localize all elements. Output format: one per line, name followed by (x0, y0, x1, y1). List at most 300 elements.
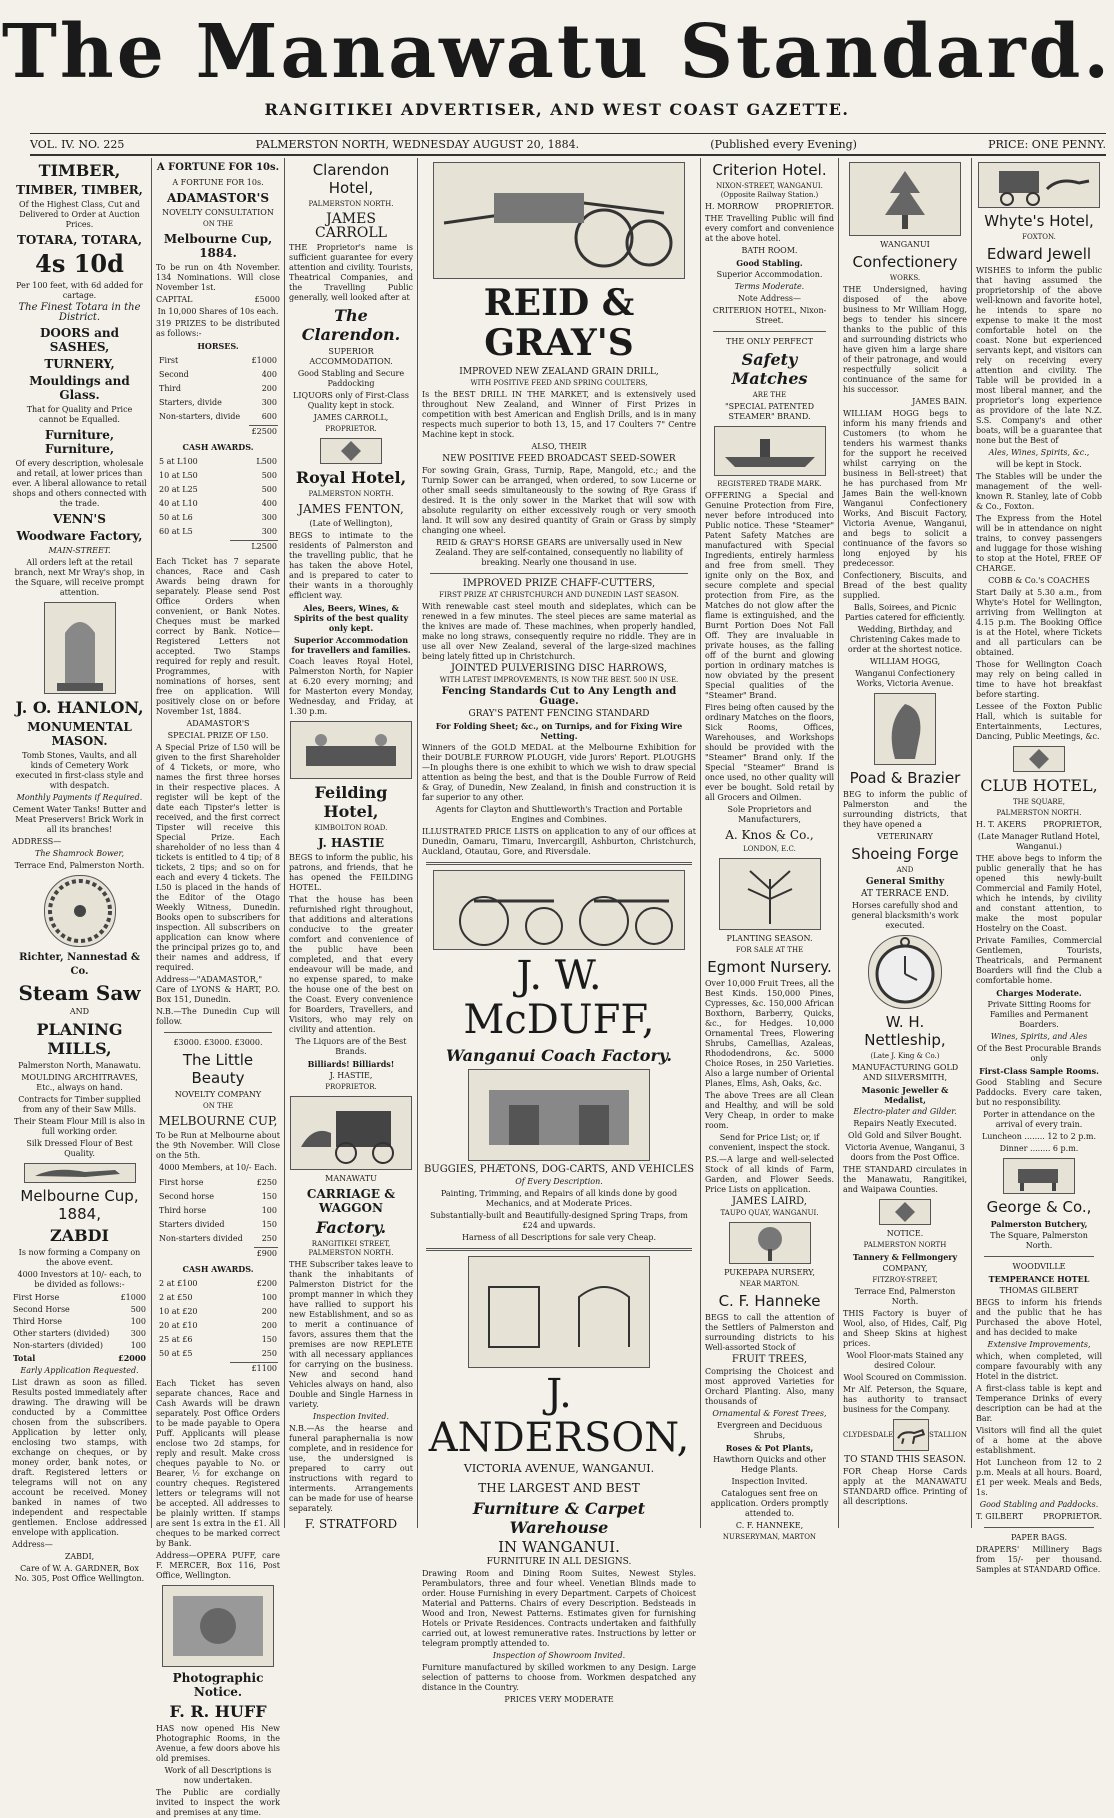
column-4 (417, 158, 700, 1704)
akers-late: (Late Manager Rutland Hotel, Wanganui.) (977, 832, 1101, 851)
cash-table (156, 454, 280, 555)
the-clarendon: The Clarendon. (301, 306, 401, 344)
charges-moderate: Charges Moderate. (996, 988, 1082, 998)
novelty-consultation: NOVELTY CONSULTATION (162, 208, 274, 217)
advertisement-columns (0, 158, 1114, 1817)
extensive-improvements: Extensive Improvements, (987, 1340, 1091, 1349)
little-beauty-cash-heading: CASH AWARDS. (182, 1264, 254, 1274)
zabdi-body: List drawn as soon as filled. Results posted immediately after drawing. The drawing will be conducted by a Committee chosen from the subscribers. Application by letter only, enclosing two stamps, with exchange on cheques, or by money order, bank notes, or draft. Registered letters or telegrams will not on any account be received. Money banked in names of two independent and respectable gentlemen. Enclose addressed envelope with application. (12, 1378, 147, 1537)
clarendon-stabling: Good Stabling and Secure Paddocking (297, 369, 405, 388)
and-label-2: AND (896, 866, 914, 874)
clarendon-heading: Clarendon Hotel, (312, 161, 390, 197)
gold-medal: Winners of the GOLD MEDAL at the Melbourne Exhibition for their DOUBLE FURROW PLOUGH, vide Jurors' Report. PLOUGHS—In ploughs there is one exhibit to which we wish to draw special attention as being the best, and that is the Double Furrow of Reid & Gray, of Dunedin, New Zealand, in finish and construction it is far superior to any other. (422, 743, 696, 802)
fenton-heading: JAMES FENTON, (298, 502, 404, 516)
early-application: Early Application Requested. (20, 1366, 139, 1375)
price-lists: ILLUSTRATED PRICE LISTS on application to any of our offices at Dunedin, Oamaru, Timaru, Invercargill, Ashburton, Christchurch, Auckland, Otautau, Gore, and Riversdale. (422, 827, 696, 856)
column-7 (971, 158, 1106, 1574)
temperance-hotel: TEMPERANCE HOTEL (988, 1274, 1090, 1284)
cobb-body: Start Daily at 5.30 a.m., from Whyte's Hotel for Wellington, arriving from Wellington at 4.15 p.m. The Booking Office is at the Hotel, where Tickets and all particulars can be obtained. (976, 588, 1102, 657)
and-label: AND (69, 1007, 90, 1016)
steam-flour-mill: Their Steam Flour Mill is also in full working order. (13, 1117, 146, 1136)
table-row: First horse £250 (159, 1178, 277, 1187)
totara-price: 4s 10d (35, 249, 124, 278)
peterson-authority: Mr Alf. Peterson, the Square, has authority to transact business for the Company. (843, 1385, 967, 1414)
horses-shod: Horses carefully shod and general blacksmith's work executed. (851, 901, 959, 930)
note-address: Note Address— (737, 294, 802, 303)
clarendon-body: THE Proprietor's name is sufficient guarantee for every attention and civility. Tourists, Theatrical Companies, and the Travelling Public generally, well looked after at (289, 243, 413, 302)
quiet-home: Visitors will find all the quiet of a home at the above establishment. (976, 1426, 1102, 1455)
melbourne-cup-heading: Melbourne Cup, 1884, (20, 1187, 139, 1223)
royal-location: PALMERSTON NORTH. (308, 490, 394, 498)
also-their: ALSO, THEIR (531, 442, 587, 451)
feilding-heading: Feilding Hotel, (314, 783, 388, 821)
george-location: The Square, Palmerston North. (990, 1231, 1088, 1250)
taupo-quay: TAUPO QUAY, WANGANUI. (720, 1209, 819, 1217)
club-location: PALMERSTON NORTH. (996, 809, 1082, 817)
horses-table (156, 353, 280, 440)
express: The Express from the Hotel will be in attendance on night trains, to convey passengers and luggage for those wishing to stop at the Hotel, FREE OF CHARGE. (976, 514, 1102, 573)
column-2 (151, 158, 284, 1817)
ornamental-trees: Ornamental & Forest Trees, (712, 1409, 827, 1418)
hogg-body-2: Confectionery, Biscuits, and Bread of the best quality supplied. (843, 571, 967, 600)
table-row: 25 at £6 150 (159, 1335, 277, 1344)
hastie-body: BEGS to inform the public, his patrons, and friends, that he has opened the FEILDING HOTEL. (289, 853, 413, 892)
bath-room: BATH ROOM. (741, 246, 798, 255)
table-row: 20 at £10 200 (159, 1321, 277, 1330)
palmerston-butchery: Palmerston Butchery, (990, 1219, 1088, 1229)
wedding-cakes: Wedding, Birthday, and Christening Cakes made to order at the shortest notice. (847, 625, 963, 654)
huff-public: The Public are cordially invited to inspect the work and premises at any time. (156, 1788, 280, 1817)
patent-fencing: GRAY'S PATENT FENCING STANDARD (468, 709, 650, 719)
little-beauty-cash-table (156, 1276, 280, 1377)
hastie-body-2: That the house has been refurnished right throughout, that additions and alterations conducive to the greater comfort and convenience of the public have been completed, and that every endeavour will be made, and no expense spared, to make the house one of the best on the Coast. Every convenience for Boarders, Travellers, and Visitors, who may rely on civility and attention. (289, 895, 413, 1034)
planing-mills: PLANING MILLS, (36, 1020, 123, 1058)
table-row: 20 at L25 500 (159, 485, 277, 494)
drapers-bags: DRAPERS' Millinery Bags from 15/- per thousand. Samples at STANDARD Office. (976, 1545, 1102, 1574)
hot-luncheon: Hot Luncheon from 12 to 2 p.m. Meals at all hours. Board, £1 per week. Meals and Beds, 1s. (976, 1458, 1102, 1497)
cobb-coaches: COBB & Co.'s COACHES (988, 576, 1090, 585)
mcduff-heading: J. W. McDUFF, (463, 953, 655, 1043)
private-families: Private Families, Commercial Gentlemen, Tourists, Theatricals, and Permanent Boarders will find the Club a comfortable home. (976, 936, 1102, 985)
finest-totara: The Finest Totara in the District. (18, 302, 141, 323)
balls-soirees: Balls, Soirees, and Picnic Parties catered for efficiently. (844, 603, 965, 622)
porter: Porter in attendance on the arrival of every train. (983, 1110, 1095, 1129)
tannery-heading: Tannery & Fellmongery (852, 1252, 958, 1262)
morrow-row: H. MORROW PROPRIETOR. (705, 202, 834, 211)
table-row: £1100 (158, 1362, 278, 1375)
billiards-illustration (290, 721, 412, 779)
reid-gray-heading: REID & GRAY'S (483, 282, 635, 364)
clarendon-liquors: LIQUORS only of First-Class Quality kept in stock. (293, 391, 409, 410)
spring-traps: Substantially-built and Beautifully-designed Spring Traps, from £24 and upwards. (430, 1211, 688, 1230)
tannery-body: THIS Factory is buyer of Wool, also, of Hides, Calf, Pig and Sheep Skins at highest prices. (843, 1309, 967, 1348)
table-row: £900 (158, 1247, 278, 1260)
confectionery-heading: Confectionery (852, 253, 958, 271)
club-hotel-heading: CLUB HOTEL, (980, 776, 1098, 795)
silk-flour: Silk Dressed Flour of Best Quality. (26, 1139, 133, 1158)
hanlon-heading: J. O. HANLON, (15, 698, 144, 717)
tannery-terrace-end: Terrace End, Palmerston North. (854, 1287, 956, 1306)
ales-wines: Ales, Wines, Spirits, &c., (988, 448, 1090, 457)
furniture-heading: Furniture, Furniture, (44, 428, 115, 456)
hanneke-signature: C. F. HANNEKE, (735, 1521, 804, 1530)
table-row: Starters, divide 300 (159, 398, 277, 407)
on-the: ON THE (203, 220, 233, 228)
little-beauty-on: ON THE (203, 1102, 233, 1110)
hanneke-body: BEGS to call the attention of the Settlers of Palmerston and surrounding districts to his Well-assorted Stock of (705, 1313, 834, 1352)
hearse-illustration (290, 1096, 412, 1170)
table-row: Third 200 (159, 384, 277, 393)
column-6 (838, 158, 971, 1528)
little-beauty-body: To be Run at Melbourne about the 9th November. Will Close on the 5th. (156, 1131, 280, 1160)
pukepapa: PUKEPAPA NURSERY, (724, 1268, 815, 1277)
newspaper-title: The Manawatu Standard. (1, 9, 1113, 95)
hastie-heading: J. HASTIE (317, 836, 385, 850)
column-5 (700, 158, 838, 1541)
carroll-signature: JAMES CARROLL, (313, 413, 389, 422)
patent-sub: For Folding Sheet; &c., on Turnips, and for Fixing Wire Netting. (435, 721, 683, 741)
zabdi-care-of: Care of W. A. GARDNER, Box No. 305, Post Office Wellington. (14, 1564, 145, 1583)
royal-coach: Coach leaves Royal Hotel, Palmerston North, for Napier at 6.20 every morning; and for Masterton every Monday, Wednesday, and Friday, at 1.30 p.m. (289, 657, 413, 716)
trade-mark: REGISTERED TRADE MARK. (717, 480, 822, 488)
hanneke-inspection: Inspection Invited. (731, 1477, 808, 1486)
largest-best: THE LARGEST AND BEST (478, 1481, 640, 1495)
criterion-body: THE Travelling Public will find every comfort and convenience at the above hotel. (705, 214, 834, 243)
saw-blade-illustration (44, 875, 116, 947)
bain-body: THE Undersigned, having disposed of the above business to Mr William Hogg, begs to tender his sincere thanks to the public of this and surrounding districts who have given him a large share of their patronage, and would respectfully solicit a continuance of the same for his successor. (843, 285, 967, 394)
dateline-bar (30, 133, 1106, 156)
table-row: Third Horse 100 (13, 1317, 146, 1326)
whyte-heading: Whyte's Hotel, (984, 212, 1094, 230)
adamastor-heading: ADAMASTOR'S (167, 191, 269, 205)
special-body: A Special Prize of L50 will be given to the first Shareholder of 4 Tickets, or more, who names the first three horses in their respective places. A register will be kept of the date each Tipster's letter is received, and the first correct Tipster will receive this Special Prize. Each shareholder of no less than 4 tickets is entitled to 4 tip; of 8 tickets, 2 tips; and so on for each and every 4 tickets. The L50 is placed in the hands of the Editor of the Otago Weekly Witness, Dunedin. Books open to subscribers for inspection. All subscribers on application can know where the principal prizes go to, and their names and address, if required. (156, 743, 280, 972)
criterion-superior: Superior Accommodation. (716, 270, 823, 279)
doors-sashes: DOORS and SASHES, (39, 326, 120, 354)
seeds-ps: P.S.—A large and well-selected Stock of all kinds of Farm, Garden, and Flower Seeds. Price Lists on application. (705, 1155, 834, 1194)
little-beauty-ticket-body: Each Ticket has seven separate chances, Race and Cash Awards will be drawn separately. Post Office Orders to be made payable to Opera Puff. Applicants will please enclose two 2d stamps, for reply and result. Make cross cheques payable to No. or Bearer, ½ for exchange on country cheques. Registered letters or telegrams will not be accepted. All addresses to be plainly written. If stamps are sent 1s extra in the £1. All cheques to be marked correct by Bank. (156, 1379, 280, 1548)
victoria-avenue: VICTORIA AVENUE, WANGANUI. (463, 1462, 655, 1475)
furniture-body: Of every description, wholesale and retail, at lower prices than ever. A liberal allowance to retail shops and others connected with the trade. (12, 459, 147, 508)
table-row: 10 at L50 500 (159, 471, 277, 480)
table-row: 2 at £50 100 (159, 1293, 277, 1302)
fruit-trees: FRUIT TREES, (731, 1354, 808, 1365)
table-row: Second Horse 500 (13, 1305, 146, 1314)
horses-heading: HORSES. (197, 341, 239, 351)
table-row: 50 at L6 300 (159, 513, 277, 522)
hogg-signature: WILLIAM HOGG, (869, 657, 941, 666)
general-smithy: General Smithy (865, 877, 945, 887)
huff-heading: F. R. HUFF (169, 1702, 267, 1721)
shamrock-bower: The Shamrock Bower, (34, 849, 125, 858)
cash-heading: CASH AWARDS. (182, 442, 254, 452)
seed-sower: NEW POSITIVE FEED BROADCAST SEED-SOWER (442, 454, 676, 464)
all-designs: FURNITURE IN ALL DESIGNS. (486, 1557, 632, 1567)
stables-management: The Stables will be under the management of the well-known R. Stanley, late of Cobb & Co., Foxton. (976, 472, 1102, 511)
agents: Agents for Clayton and Shuttleworth's Traction and Portable Engines and Combines. (435, 805, 683, 824)
little-beauty-heading: The Little Beauty (182, 1051, 254, 1087)
billiards: Billiards! Billiards! (307, 1059, 395, 1069)
masonic-jeweller: Masonic Jeweller & Medalist, (861, 1085, 949, 1105)
dinner-hours: Dinner ........ 6 p.m. (999, 1144, 1079, 1153)
kept-in-stock: will be kept in Stock. (996, 460, 1082, 469)
bain-signature: JAMES BAIN. (912, 397, 967, 406)
hogg-body: WILLIAM HOGG begs to inform his many friends and Customers (to whom he tenders his warmest thanks for the support he received whilst carrying on the business in Bell-street) that he has purchased from Mr James Bain the well-known Wanganui Confectionery Works, And Biscuit Factory, Victoria Avenue, Wanganui, and begs to solicit a continuance of the favors so long enjoyed by his predecessor. (843, 409, 967, 568)
table-row: Non-starters (divided) 100 (13, 1341, 146, 1350)
prices-moderate: PRICES VERY MODERATE (504, 1695, 614, 1704)
first-class-table: A first-class table is kept and Temperance Drinks of every description can be had at the Bar. (976, 1384, 1102, 1423)
photograph-illustration (162, 1585, 274, 1667)
carriage-heading: CARRIAGE & WAGGON (306, 1187, 396, 1215)
table-row: 5 at L100 L500 (159, 457, 277, 466)
electro-plater: Electro-plater and Gilder. (853, 1107, 957, 1116)
manawatu-label: MANAWATU (325, 1174, 377, 1183)
zabdi-signature: ZABDI, (64, 1552, 95, 1561)
royal-superior: Superior Accommodation for travellers and families. (291, 635, 411, 655)
royal-body: BEGS to intimate to the residents of Palmerston and the travelling public, that he has taken the above Hotel, and is prepared to cater to their wants in a thoroughly efficient way. (289, 531, 413, 600)
table-row: Third horse 100 (159, 1206, 277, 1215)
evergreen-shrubs: Evergreen and Deciduous Shrubs, (716, 1421, 823, 1440)
buggies-vehicles: BUGGIES, PHÆTONS, DOG-CARTS, AND VEHICLES (423, 1164, 695, 1175)
sample-rooms: First-Class Sample Rooms. (979, 1066, 1099, 1076)
little-beauty-company: NOVELTY COMPANY (174, 1090, 262, 1099)
zabdi-investors: 4000 Investors at 10/- each, to be divided as follows:- (17, 1270, 142, 1289)
tree-illustration (729, 1222, 811, 1264)
are-the: ARE THE (752, 391, 787, 399)
george-heading: George & Co., (986, 1198, 1092, 1216)
timber-contracts: Contracts for Timber supplied from any of their Saw Mills. (18, 1095, 141, 1114)
fencing-standards: Fencing Standards Cut to Any Length and Guage. (441, 686, 677, 707)
little-beauty-address: Address—OPERA PUFF, care F. MERCER, Box 116, Post Office, Wellington. (156, 1551, 280, 1580)
table-row: Second 400 (159, 370, 277, 379)
jewell-heading: Edward Jewell (986, 245, 1092, 263)
steam-saw: Steam Saw (18, 981, 141, 1005)
hanneke-body-2: Comprising the Choicest and most approved Varieties for Orchard Planting. Also, many thousands of (705, 1367, 834, 1406)
hastie-proprietor: PROPRIETOR. (325, 1083, 377, 1091)
liquors-best: The Liquors are of the Best Brands. (295, 1037, 407, 1056)
send-price-list: Send for Price List; or, if convenient, inspect the stock. (708, 1133, 831, 1152)
hanneke-heading: C. F. Hanneke (718, 1292, 821, 1310)
hot-breakfast: Those for Wellington Coach may rely on being called in time to have hot breakfast before starting. (976, 660, 1102, 699)
catalogues: Catalogues sent free on application. Orders promptly attended to. (710, 1489, 829, 1518)
column-3 (284, 158, 417, 1531)
table-row: First Horse £1000 (13, 1293, 146, 1302)
harrows-sub: WITH LATEST IMPROVEMENTS, IS NOW THE BEST. 500 IN USE. (439, 676, 679, 684)
safety-matches: Safety Matches (731, 350, 808, 388)
nettleship-late: (Late J. King & Co.) (870, 1052, 940, 1060)
gilbert-heading: THOMAS GILBERT (999, 1286, 1079, 1295)
little-beauty-members: 4000 Members, at 10/- Each. (159, 1163, 277, 1172)
sower-body: For sowing Grain, Grass, Turnip, Rape, Mangold, etc.; and the Turnip Sower can be arranged, when ordered, to sow Lucerne or other small seeds simultaneously to the sowing of Rye Grass if desired. It is the only sower in the Market that will sow with absolute regularity on either excessively rough or very smooth land. It will sow any desired quantity of Grain or Grass by simply changing one wheel. (422, 466, 696, 535)
turnery: TURNERY, (44, 357, 115, 371)
crest-illustration (320, 438, 382, 464)
horse-gears: REID & GRAY'S HORSE GEARS are universally used in New Zealand. They are self-contained, consequently no liability of breaking. Nearly one thousand in use. (435, 538, 683, 567)
poad-brazier-heading: Poad & Brazier (849, 769, 961, 787)
timber-heading: TIMBER, (38, 161, 121, 180)
chaff-cutters: IMPROVED PRIZE CHAFF-CUTTERS, (462, 578, 656, 589)
table-row: First £1000 (159, 356, 277, 365)
repairs-executed: Repairs Neatly Executed. (853, 1119, 957, 1128)
paper-bags: PAPER BAGS. (1011, 1533, 1067, 1542)
volume-number: VOL. IV. NO. 225 (30, 137, 125, 151)
chaff-body: With renewable cast steel mouth and sideplates, which can be renewed in a few minutes. The steel pieces are same material as the knives are made of. These machines, when properly handled, make no long straws, consequently require no riddle. They are in use all over New Zealand, several of the large-sized machines being lately fitted up in Christchurch. (422, 602, 696, 661)
showroom-invited: Inspection of Showroom Invited. (492, 1651, 626, 1660)
fitzroy-street: FITZROY-STREET, (872, 1276, 938, 1284)
monumental-mason: MONUMENTAL MASON. (27, 720, 132, 748)
clarendon-superior: SUPERIOR ACCOMMODATION. (309, 347, 393, 366)
main-street: MAIN-STREET. (48, 546, 111, 555)
zabdi-heading: ZABDI (50, 1226, 109, 1245)
hanlon-body: Tomb Stones, Vaults, and all kinds of Cemetery Work executed in first-class style and with despatch. (15, 751, 144, 790)
london: LONDON, E.C. (743, 845, 796, 853)
royal-heading: Royal Hotel, (295, 468, 407, 487)
grain-drill: IMPROVED NEW ZEALAND GRAIN DRILL, (459, 367, 659, 377)
carriage-factory: Factory. (315, 1218, 387, 1237)
club-body: THE above begs to inform the public generally that he has opened this newly-built Commercial and Family Hotel, which he intends, by civility and constant attention, to make the most popular Hostelry on the Coast. (976, 854, 1102, 933)
totara-price-note: Per 100 feet, with 6d added for cartage. (16, 281, 143, 300)
confectionery-illustration (849, 162, 961, 236)
matches-body: OFFERING a Special and Genuine Protection from Fire, never before introduced into Public notice. These "Steamer" Patent Safety Matches are manufactured with Special Ingredients, entirely harmless and free from smell. They ignite only on the Box, and secure complete and special protection from Fire, as the Matches do not glow after the flame is extinguished, and the Burnt Portion Does Not Fall Off. They are invaluable in private houses, as the falling off of the burnt and glowing portion in ordinary matches is now obviated by the present Special qualities of the "Steamer" Brand. (705, 491, 834, 700)
coach-illustration (978, 162, 1100, 208)
shoeing-forge: Shoeing Forge (851, 845, 959, 863)
zabdi-intro: Is now forming a Company on the above event. (18, 1248, 141, 1267)
trees-clean: The above Trees are all Clean and Healthy, and will be sold Very Cheap, in order to make room. (705, 1091, 834, 1130)
grain-drill-illustration (433, 162, 685, 279)
plant-illustration (719, 858, 821, 930)
table-row: 40 at L10 400 (159, 499, 277, 508)
fortune-heading: A FORTUNE FOR 10s. (156, 162, 280, 173)
royal-ales: Ales, Beers, Wines, & Spirits of the best quality only kept. (293, 603, 409, 633)
hogg-location: Wanganui Confectionery Works, Victoria Avenue. (855, 669, 955, 688)
gilbert-row: T. GILBERT PROPRIETOR. (976, 1512, 1102, 1521)
poad-body: BEG to inform the public of Palmerston and the surrounding districts, that they have opened a (843, 790, 967, 829)
three-thousand: £3000. £3000. £3000. (173, 1038, 263, 1047)
wool-scoured: Wool Scoured on Commission. (843, 1373, 967, 1382)
terms-moderate: Terms Moderate. (734, 282, 805, 291)
egmont-nursery: Egmont Nursery. (707, 958, 832, 976)
anderson-heading: J. ANDERSON, (428, 1371, 690, 1461)
photographic-notice: Photographic Notice. (172, 1671, 264, 1699)
crest-illustration-2 (879, 1199, 931, 1225)
publication-date: PALMERSTON NORTH, WEDNESDAY AUGUST 20, 1884. (255, 137, 580, 151)
hearse-note: N.B.—As the hearse and funeral paraphernalia is now complete, and in residence for use, the undersigned is prepared to carry out instructions with regard to interments. Arrangements can be made for use of hearse separately. (289, 1424, 413, 1513)
table-row: 60 at L5 300 (159, 527, 277, 536)
harness: Harness of all Descriptions for sale very Cheap. (461, 1233, 657, 1242)
drill-body: Is the BEST DRILL IN THE MARKET, and is extensively used throughout New Zealand, and Winner of First Prizes in competition with best American and English Drills, and is in many respects much superior to both 13, 15, and 17 Coulters 7" Centre Machine kept in stock. (422, 390, 696, 439)
mouldings-note: That for Quality and Price cannot be Equalled. (26, 405, 133, 424)
table-row: 10 at £20 200 (159, 1307, 277, 1316)
furniture-illustration (468, 1256, 650, 1368)
sitting-rooms: Private Sitting Rooms for Families and Permanent Boarders. (987, 1000, 1091, 1029)
racehorse-illustration (24, 1163, 136, 1183)
table-row: Total £2000 (13, 1353, 146, 1363)
roses-pot-plants: Roses & Pot Plants, (725, 1443, 814, 1453)
every-description: Of Every Description. (515, 1177, 603, 1186)
stabling-paddocks: Good Stabling and Paddocks. (979, 1500, 1099, 1509)
akers-row: H. T. AKERS PROPRIETOR, (976, 820, 1102, 829)
coach-factory-illustration (468, 1069, 650, 1161)
table-row: Non-starters divided 250 (159, 1234, 277, 1243)
planting-season: PLANTING SEASON. (726, 934, 813, 943)
the-square: THE SQUARE, (1013, 798, 1065, 806)
hawthorn: Hawthorn Quicks and other Hedge Plants. (713, 1455, 826, 1474)
stallion-illustration (893, 1419, 929, 1451)
wanganui-label: WANGANUI (880, 240, 930, 249)
table-row: Other starters (divided) 300 (13, 1329, 146, 1338)
laird-heading: JAMES LAIRD, (732, 1196, 807, 1207)
tombstone-illustration (44, 602, 116, 694)
terrace-end: Terrace End, Palmerston North. (14, 861, 145, 870)
wool-mats: Wool Floor-mats Stained any desired Colour. (846, 1351, 964, 1370)
crest-illustration-3 (1013, 746, 1065, 772)
newspaper-subtitle: RANGITIKEI ADVERTISER, AND WEST COAST GAZETTE. (264, 100, 850, 119)
best-brands: Of the Best Procurable Brands only (976, 1044, 1102, 1063)
nettleship-heading: W. H. Nettleship, (864, 1013, 946, 1049)
ticket-body: Each Ticket has 7 separate chances, Race and Cash Awards being drawn for separately. Please send Post Office Orders when convenient, or Bank Notes. Cheques must be marked correct by Bank. Notice—Registered Letters not accepted. Two Stamps required for reply and result. Programmes, with nominations of horses, sent free on application. Will positively close on or before November 1st, 1884. (156, 557, 280, 716)
special-address: Address—"ADAMASTOR," Care of LYONS & HART, P.O. Box 151, Dunedin. (156, 975, 280, 1004)
timber-body: Of the Highest Class, Cut and Delivered to Order at Auction Prices. (19, 200, 140, 229)
at-terrace-end: AT TERRACE END. (860, 889, 949, 899)
cement-tanks: Cement Water Tanks! Butter and Meat Preservers! Brick Work in all its branches! (12, 805, 147, 834)
foxton: FOXTON. (1022, 233, 1056, 241)
gilbert-body: BEGS to inform his friends and the public that he has Purchased the above Hotel, and has decided to make (976, 1298, 1102, 1337)
fortune-subheading: A FORTUNE FOR 10s. (172, 178, 264, 187)
zabdi-address-label: Address— (12, 1540, 53, 1549)
timber-subheading: TIMBER, TIMBER, (16, 183, 143, 197)
carroll-heading: JAMES CARROLL (315, 211, 387, 241)
carroll-proprietor: PROPRIETOR. (325, 425, 377, 433)
for-sale: FOR SALE AT THE (735, 946, 804, 954)
jewell-body: WISHES to inform the public that having assumed the proprietorship of the above well-known and favorite hotel, he intends to spare no expense to make it the most comfortable hotel on the coast. None but experienced servants kept, and visitors can rely on receiving every attention and civility. The Table will be provided in a most liberal manner, and the proprietor's long experience as providore of the late N.Z. S.S. Company's and other boats, will be a guarantee that none but the Best of (976, 266, 1102, 445)
nixon-street: NIXON-STREET, WANGANUI. (Opposite Railway Station.) (716, 182, 823, 199)
moulding-architraves: MOULDING ARCHITRAVES, Etc., always on hand. (21, 1073, 138, 1092)
carriage-body: THE Subscriber takes leave to thank the inhabitants of Palmerston District for the prompt manner in which they have rallied to support his new Establishment, and so as to merit a continuance of favors, assures them that the premises are now REPLETE with all necessary appliances for carrying on the business. New and second hand Vehicles always on hand, also Double and Single Harness in variety. (289, 1260, 413, 1409)
bull-illustration (1003, 1158, 1075, 1194)
column-1 (8, 158, 151, 1583)
venn-heading: VENN'S (53, 512, 106, 526)
address-label: ADDRESS— (12, 837, 62, 846)
stand-season: TO STAND THIS SEASON. (844, 1455, 966, 1465)
positive-feed: WITH POSITIVE FEED AND SPRING COULTERS, (470, 379, 648, 387)
little-beauty-cup: MELBOURNE CUP, (158, 1114, 278, 1128)
horse-cards: FOR Cheap Horse Cards apply at the MANAWATU STANDARD office. Printing of all descriptions. (843, 1467, 967, 1506)
buggy-illustration (433, 870, 685, 950)
knos-heading: A. Knos & Co., (725, 828, 814, 842)
stallion-row: CLYDESDALE STALLION (843, 1419, 967, 1451)
clarendon-location: PALMERSTON NORTH. (308, 200, 394, 208)
manufacturing-gold: MANUFACTURING GOLD AND SILVERSMITH, (851, 1063, 959, 1082)
notice-label: NOTICE. (886, 1229, 924, 1238)
horse-head-illustration (874, 693, 936, 765)
prizes-note: 319 PRIZES to be distributed as follows:- (156, 319, 280, 338)
table-row: Non-starters, divide 600 (159, 412, 277, 421)
pocket-watch-illustration (868, 935, 942, 1009)
criterion-address: CRITERION HOTEL, Nixon-Street. (712, 306, 827, 325)
egmont-body: Over 10,000 Fruit Trees, all the Best Kinds. 150,000 Pines, Cypresses, &c. 150,000 African Boxthorn, Barberry, Quicks, &c., for Hedges. 10,000 Ornamental Trees, Flowering Shrubs, Camellias, Azaleas, Rhododendrons, &c. 5000 Choice Roses, in 250 Varieties. Also a large number of Oriental Planes, Elms, Ash, Oaks, &c. (705, 979, 834, 1088)
table-row: 2 at £100 £200 (159, 1279, 277, 1288)
price: PRICE: ONE PENNY. (988, 137, 1106, 151)
woodville: WOODVILLE (1012, 1262, 1066, 1271)
gilbert-body-2: which, when completed, will compare favourably with any Hotel in the district. (976, 1352, 1102, 1381)
table-row: 50 at £5 250 (159, 1349, 277, 1358)
anderson-body: Drawing Room and Dining Room Suites, Newest Styles. Perambulators, three and four wheel. Venetian Blinds made to order. House Furnishing in every Department. Carpets of Choicest Material and Patterns. Chairs of every Description. Bedsteads in Wood and Iron, Newest Patterns. Estimates given for furnishing Hotels or Private Residences. Contracts undertaken and faithfully carried out, at lowest remunerative rates. Instructions by letter or telegram promptly attended to. (422, 1569, 696, 1648)
masthead (0, 0, 1114, 119)
works-label: WORKS. (889, 274, 921, 282)
table-row: Starters divided 150 (159, 1220, 277, 1229)
in-wanganui: IN WANGANUI. (498, 1538, 620, 1556)
nettleship-location: Victoria Avenue, Wanganui, 3 doors from the Post Office. (845, 1143, 965, 1162)
old-gold-bought: Old Gold and Silver Bought. (848, 1131, 962, 1140)
dunedin-cup-note: N.B.—The Dunedin Cup will follow. (156, 1007, 280, 1026)
